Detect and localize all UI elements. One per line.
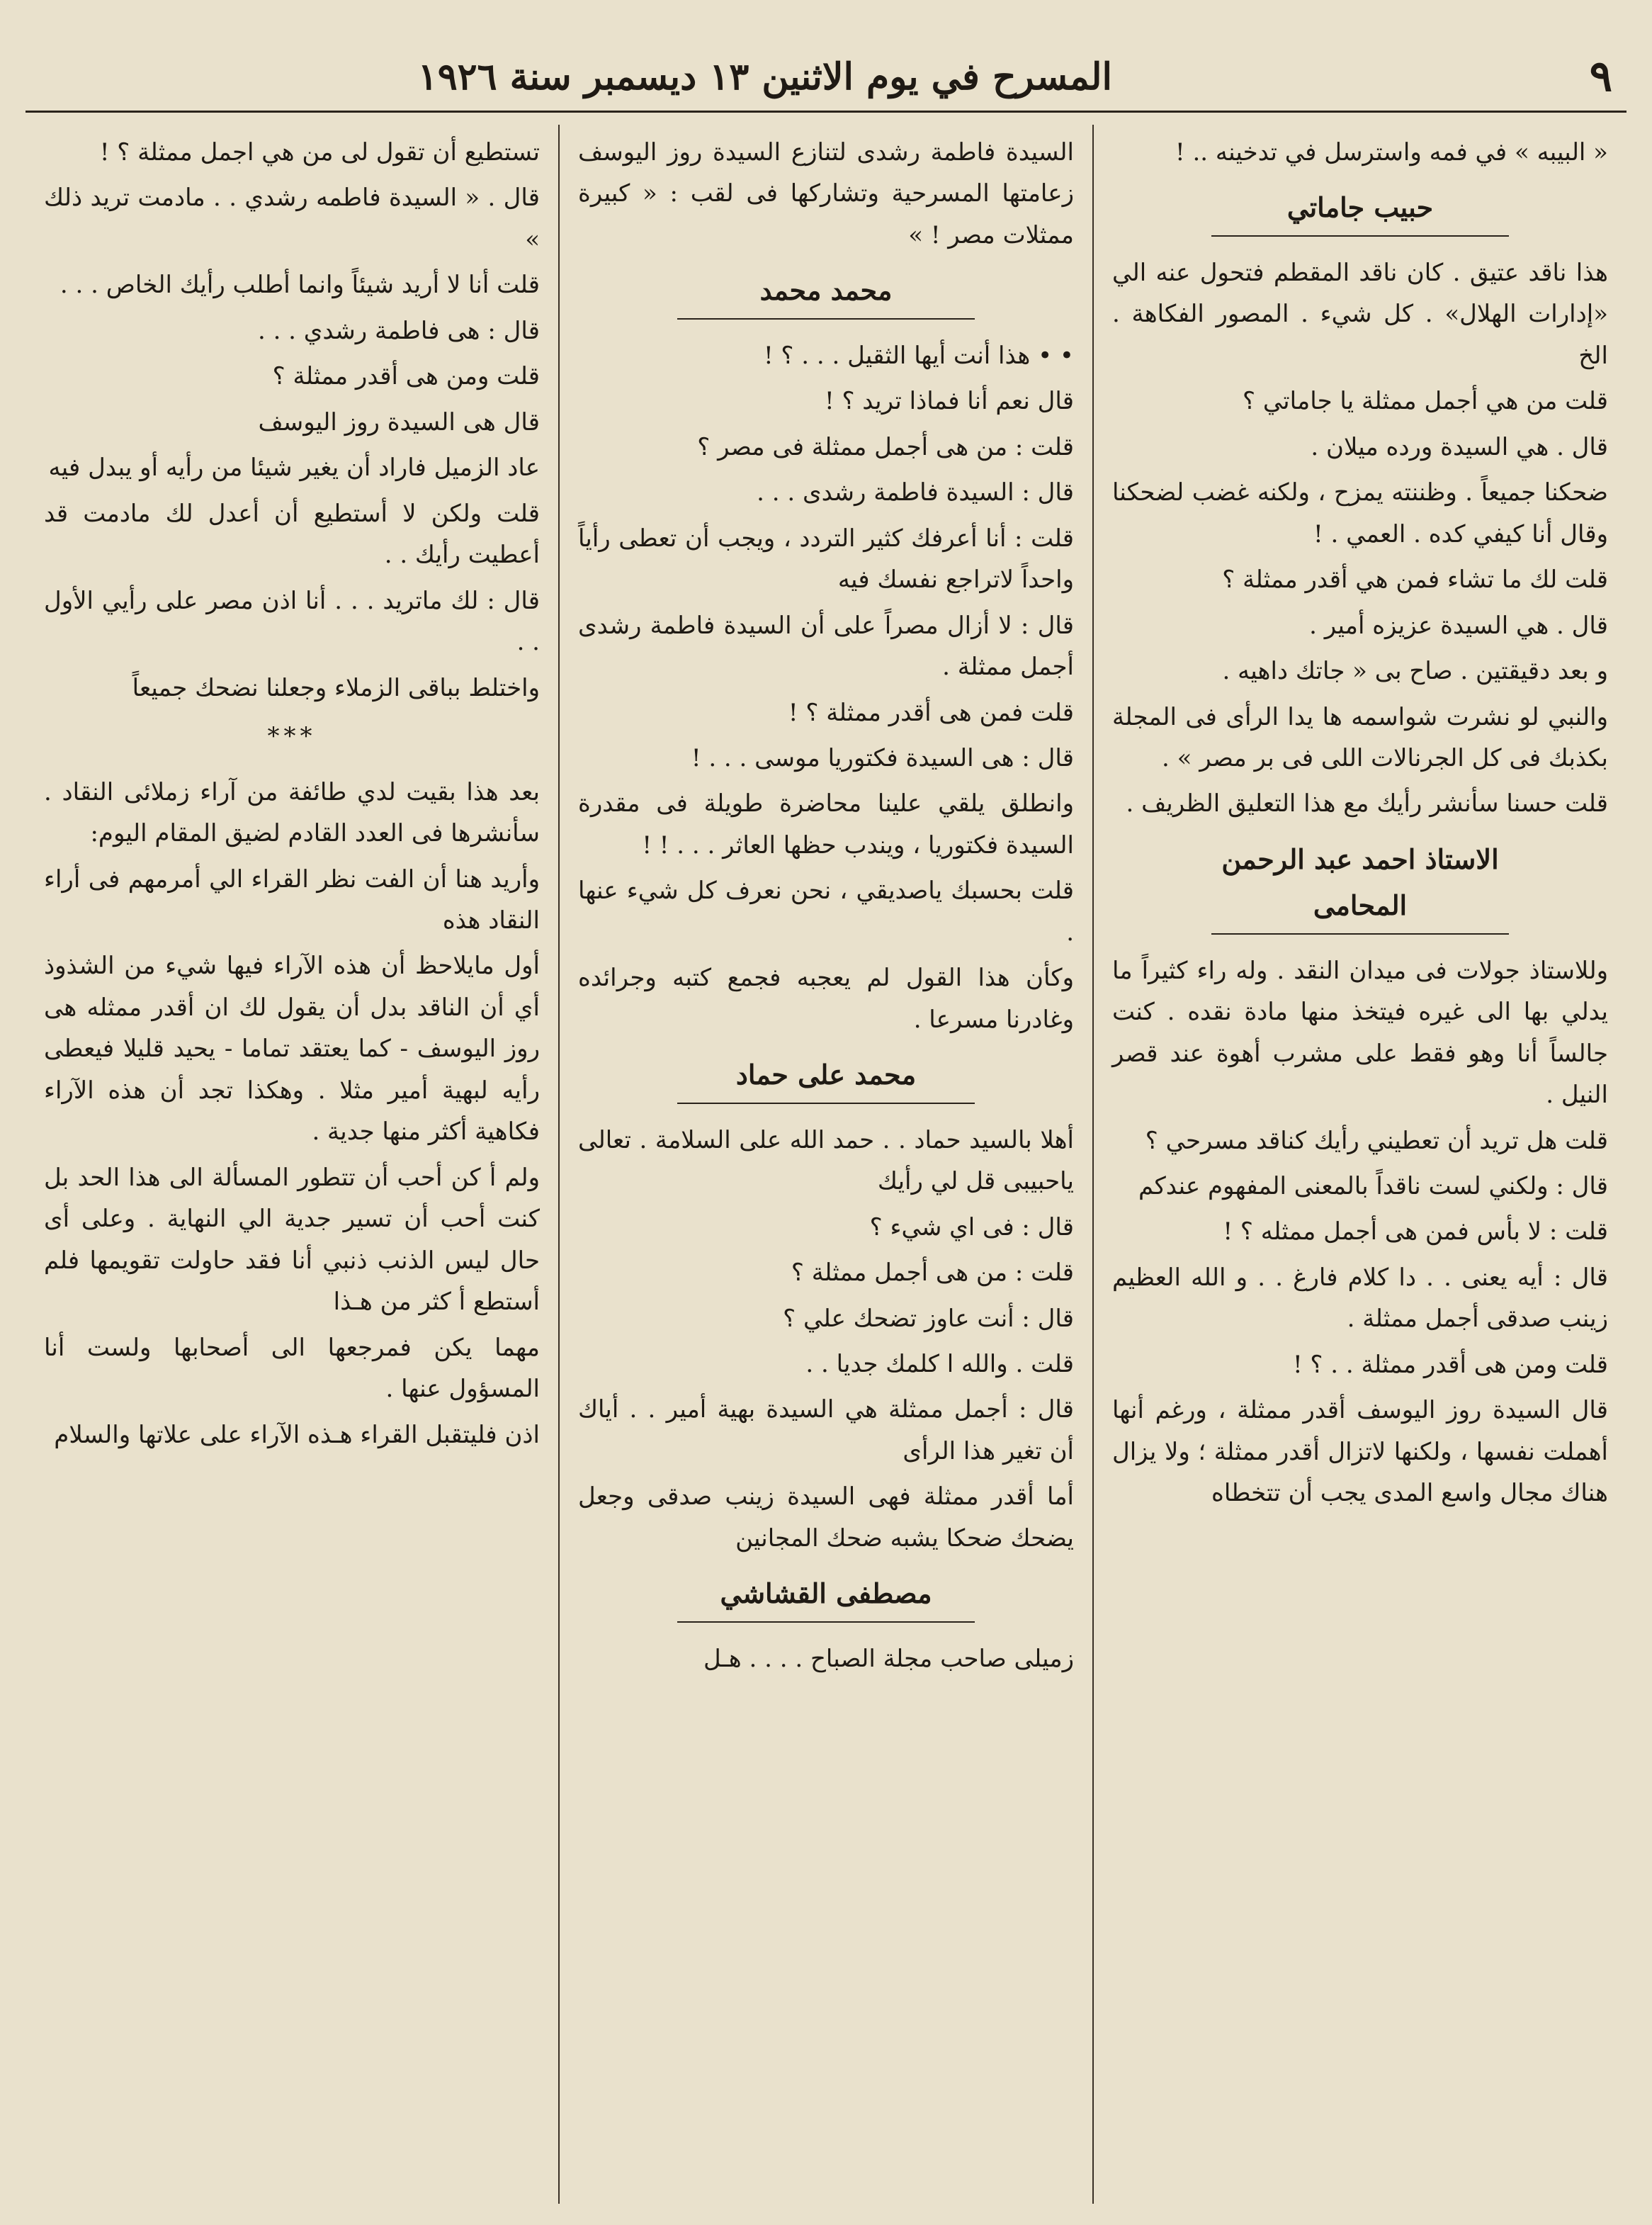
paragraph: زميلى صاحب مجلة الصباح . . . . هـل bbox=[703, 1644, 1074, 1673]
paragraph: قلت : من هى أجمل ممثلة ؟ bbox=[791, 1258, 1074, 1288]
paragraph: • • هذا أنت أيها الثقيل . . . ؟ ! bbox=[763, 341, 1074, 370]
paragraph: قال : ولكني لست ناقداً بالمعنى المفهوم عندكم bbox=[1138, 1171, 1608, 1200]
paragraph: قلت فمن هى أقدر ممثلة ؟ ! bbox=[788, 698, 1074, 727]
paragraph: قال : هى السيدة فكتوريا موسى . . . ! bbox=[691, 743, 1074, 772]
paragraph: قال . « السيدة فاطمه رشدي . . مادمت تريد ذلك » bbox=[44, 184, 540, 254]
paragraph: قلت : من هى أجمل ممثلة فى مصر ؟ bbox=[697, 432, 1074, 461]
paragraph: أهلا بالسيد حماد . . حمد الله على السلامة . تعالى ياحبيبى قل لي رأيك bbox=[578, 1125, 1074, 1196]
page-header bbox=[26, 43, 1626, 113]
paragraph: السيدة فاطمة رشدى لتنازع السيدة روز اليوسف زعامتها المسرحية وتشاركها فى لقب : « كبيرة ممثلات مصر ! » bbox=[578, 138, 1074, 249]
paragraph: قلت . والله ا كلمك جديا . . bbox=[805, 1349, 1074, 1378]
paragraph: وانطلق يلقي علينا محاضرة طويلة فى مقدرة السيدة فكتوريا ، ويندب حظها العاثر . . . ! ! bbox=[578, 789, 1074, 860]
column-left bbox=[26, 125, 560, 2204]
paragraph: قال : لا أزال مصراً على أن السيدة فاطمة رشدى أجمل ممثلة . bbox=[578, 611, 1074, 682]
paragraph: قلت : لا بأس فمن هى أجمل ممثله ؟ ! bbox=[1223, 1217, 1608, 1246]
paragraph: قلت هل تريد أن تعطيني رأيك كناقد مسرحي ؟ bbox=[1145, 1126, 1608, 1155]
paragraph: قال . هي السيدة عزيزه أمير . bbox=[1309, 611, 1608, 640]
paragraph: قلت ومن هى أقدر ممثلة ؟ bbox=[272, 362, 540, 391]
author-name: مصطفى القشاشي bbox=[677, 1570, 975, 1622]
paragraph: قال : السيدة فاطمة رشدى . . . bbox=[757, 478, 1074, 507]
author-name: محمد محمد bbox=[677, 267, 975, 319]
paragraph: هذا ناقد عتيق . كان ناقد المقطم فتحول عنه الي «إدارات الهلال» . كل شيء . المصور الفكاهة . الخ bbox=[1112, 258, 1608, 370]
paragraph: بعد هذا بقيت لدي طائفة من آراء زملائى النقاد . سأنشرها فى العدد القادم لضيق المقام اليوم: bbox=[44, 777, 540, 848]
paragraph: قال : أجمل ممثلة هي السيدة بهية أمير . . أياك أن تغير هذا الرأى bbox=[578, 1395, 1074, 1465]
paragraph: قال : أنت عاوز تضحك علي ؟ bbox=[783, 1304, 1074, 1333]
author-name: الاستاذ احمد عبد الرحمن المحامى bbox=[1211, 836, 1509, 935]
paragraph: وأريد هنا أن الفت نظر القراء الي أمرمهم فى أراء النقاد هذه bbox=[44, 864, 540, 935]
paragraph: قلت ومن هى أقدر ممثلة . . ؟ ! bbox=[1292, 1350, 1608, 1379]
paragraph: قال : فى اي شيء ؟ bbox=[869, 1212, 1074, 1241]
paragraph: قال . هي السيدة ورده ميلان . bbox=[1311, 432, 1608, 461]
paragraph: قلت حسنا سأنشر رأيك مع هذا التعليق الظريف . bbox=[1126, 789, 1608, 818]
author-name: حبيب جاماتي bbox=[1211, 184, 1509, 236]
section-separator: *** bbox=[267, 722, 317, 751]
paragraph: « البيبه » في فمه واسترسل في تدخينه .. ! bbox=[1175, 138, 1608, 167]
article-columns bbox=[26, 125, 1626, 2204]
paragraph: ضحكنا جميعاً . وظننته يمزح ، ولكنه غضب لضحكنا وقال أنا كيفي كده . العمي . ! bbox=[1112, 478, 1608, 548]
paragraph: أما أقدر ممثلة فهى السيدة زينب صدقى وجعل يضحك ضحكا يشبه ضحك المجانين bbox=[578, 1482, 1074, 1553]
paragraph: قال السيدة روز اليوسف أقدر ممثلة ، ورغم أنها أهملت نفسها ، ولكنها لاتزال أقدر ممثلة ؛ ولا يزال هناك مجال واسع المدى يجب أن تتخطاه bbox=[1112, 1396, 1608, 1508]
paragraph: قلت أنا لا أريد شيئاً وانما أطلب رأيك الخاص . . . bbox=[60, 271, 540, 300]
paragraph: قال : لك ماتريد . . . أنا اذن مصر على رأيي الأول . . bbox=[44, 586, 540, 657]
paragraph: قال : هى فاطمة رشدي . . . bbox=[257, 316, 540, 345]
paragraph: قلت لك ما تشاء فمن هي أقدر ممثلة ؟ bbox=[1222, 565, 1608, 595]
column-middle bbox=[560, 125, 1094, 2204]
page-number: ٩ bbox=[1589, 52, 1612, 101]
paragraph: ولم أ كن أحب أن تتطور المسألة الى هذا الحد بل كنت أحب أن تسير جدية الي النهاية . وعلى أى حال ليس الذنب ذنبي أنا فقد حاولت تقويمها فلم أستطع أ كثر من هـذا bbox=[44, 1163, 540, 1317]
paragraph: قلت ولكن لا أستطيع أن أعدل لك مادمت قد أعطيت رأيك . . bbox=[44, 499, 540, 570]
paragraph: اذن فليتقبل القراء هـذه الآراء على علاتها والسلام bbox=[54, 1420, 540, 1449]
column-right bbox=[1094, 125, 1626, 2204]
paragraph: واختلط بباقى الزملاء وجعلنا نضحك جميعاً bbox=[132, 673, 540, 702]
author-name: محمد على حماد bbox=[677, 1052, 975, 1103]
paragraph: والنبي لو نشرت شواسمه ها يدا الرأى فى المجلة بكذبك فى كل الجرنالات اللى فى بر مصر » . bbox=[1112, 702, 1608, 772]
paragraph: تستطيع أن تقول لى من هي اجمل ممثلة ؟ ! bbox=[99, 138, 540, 167]
paragraph: قال هى السيدة روز اليوسف bbox=[258, 407, 540, 436]
paragraph: قال : أيه يعنى . . دا كلام فارغ . . و الله العظيم زينب صدقى أجمل ممثلة . bbox=[1112, 1263, 1608, 1334]
paragraph: قلت من هي أجمل ممثلة يا جاماتي ؟ bbox=[1242, 387, 1608, 416]
paragraph: و بعد دقيقتين . صاح بى « جاتك داهيه . bbox=[1222, 657, 1608, 686]
paragraph: قال نعم أنا فماذا تريد ؟ ! bbox=[824, 387, 1074, 416]
paragraph: وللاستاذ جولات فى ميدان النقد . وله راء كثيراً ما يدلي بها الى غيره فيتخذ منها مادة نقده . كنت جالساً أنا وهو فقط على مشرب أهوة عند قصر النيل . bbox=[1112, 956, 1608, 1110]
paragraph: مهما يكن فمرجعها الى أصحابها ولست أنا المسؤول عنها . bbox=[44, 1333, 540, 1404]
paragraph: عاد الزميل فاراد أن يغير شيئا من رأيه أو يبدل فيه bbox=[48, 454, 540, 483]
paragraph: قلت : أنا أعرفك كثير التردد ، ويجب أن تعطى رأياً واحداً لاتراجع نفسك فيه bbox=[578, 524, 1074, 595]
paragraph: وكأن هذا القول لم يعجبه فجمع كتبه وجرائده وغادرنا مسرعا . bbox=[578, 964, 1074, 1034]
issue-title: المسرح في يوم الاثنين ١٣ ديسمبر سنة ١٩٢٦ bbox=[417, 55, 1112, 98]
paragraph: قلت بحسبك ياصديقي ، نحن نعرف كل شيء عنها . bbox=[578, 877, 1074, 947]
paragraph: أول مايلاحظ أن هذه الآراء فيها شيء من الشذوذ أي أن الناقد بدل أن يقول لك ان أقدر ممثله هى روز اليوسف - كما يعتقد تماما - يحيد قليلا فيعطى رأيه لبهية أمير مثلا . وهكذا تجد أن هذه الآراء فكاهية أكثر منها جدية . bbox=[44, 952, 540, 1147]
